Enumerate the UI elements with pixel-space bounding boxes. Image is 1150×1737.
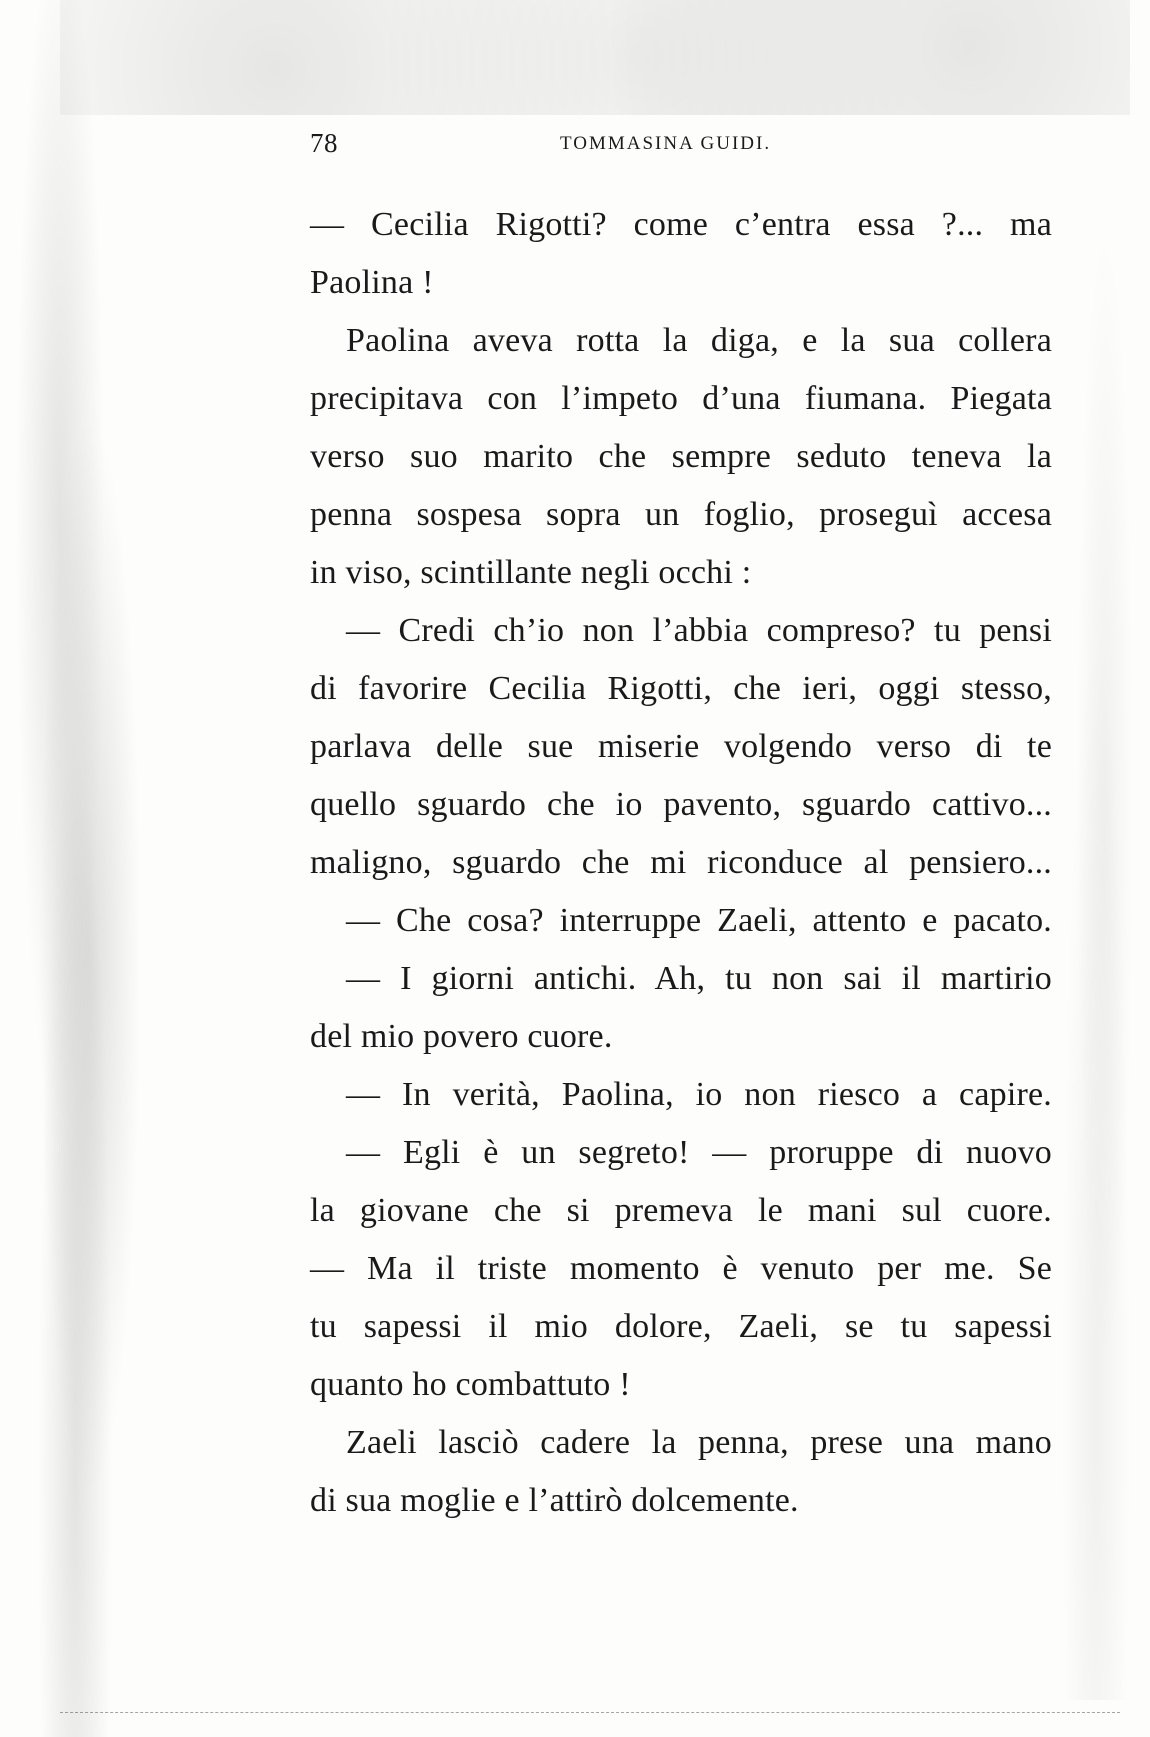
page-number: 78 xyxy=(310,128,338,158)
text-line: verso suo marito che sempre seduto teneva la xyxy=(310,438,1052,475)
text-line: — Che cosa? interruppe Zaeli, attento e pacato. xyxy=(346,902,1052,939)
text-line: di favorire Cecilia Rigotti, che ieri, oggi stesso, xyxy=(310,670,1052,707)
text-line: precipitava con l’impeto d’una fiumana. Piegata xyxy=(310,380,1052,417)
text-line: parlava delle sue miserie volgendo verso di te xyxy=(310,728,1052,765)
text-line: in viso, scintillante negli occhi : xyxy=(310,554,752,591)
text-line: — I giorni antichi. Ah, tu non sai il martirio xyxy=(346,960,1052,997)
scan-noise-left xyxy=(0,0,150,1737)
scan-noise-top xyxy=(60,0,1130,115)
text-line: — Cecilia Rigotti? come c’entra essa ?... ma xyxy=(310,206,1052,243)
page-edge-line xyxy=(60,1712,1120,1713)
text-line: maligno, sguardo che mi riconduce al pensiero... xyxy=(310,844,1052,881)
text-line: Zaeli lasciò cadere la penna, prese una mano xyxy=(346,1424,1052,1461)
text-line: Paolina aveva rotta la diga, e la sua collera xyxy=(346,322,1052,359)
body-text xyxy=(310,196,1052,1530)
text-line: penna sospesa sopra un foglio, proseguì accesa xyxy=(310,496,1052,533)
text-line: la giovane che si premeva le mani sul cuore. xyxy=(310,1192,1052,1229)
page-header xyxy=(310,128,1050,168)
text-line: Paolina ! xyxy=(310,264,434,301)
text-line: quanto ho combattuto ! xyxy=(310,1366,631,1403)
running-title: TOMMASINA GUIDI. xyxy=(560,133,772,154)
text-line: di sua moglie e l’attirò dolcemente. xyxy=(310,1482,799,1519)
text-line: — Egli è un segreto! — proruppe di nuovo xyxy=(346,1134,1052,1171)
text-line: — Ma il triste momento è venuto per me. Se xyxy=(310,1250,1052,1287)
text-line: — Credi ch’io non l’abbia compreso? tu pensi xyxy=(346,612,1052,649)
text-line: — In verità, Paolina, io non riesco a capire. xyxy=(346,1076,1052,1113)
text-line: tu sapessi il mio dolore, Zaeli, se tu sapessi xyxy=(310,1308,1052,1345)
text-line: quello sguardo che io pavento, sguardo cattivo... xyxy=(310,786,1052,823)
scan-noise-right xyxy=(1060,200,1150,1700)
text-line: del mio povero cuore. xyxy=(310,1018,613,1055)
